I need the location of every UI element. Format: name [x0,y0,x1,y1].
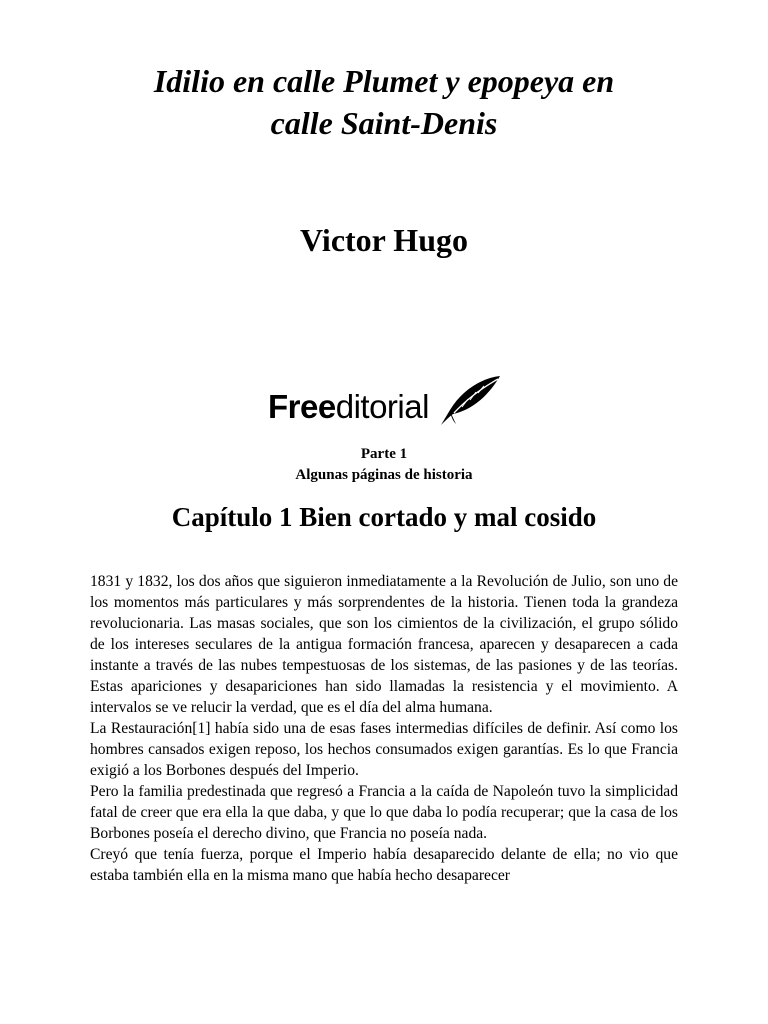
paragraph: Creyó que tenía fuerza, porque el Imperio había desaparecido delante de ella; no vio que estaba también ella en la misma mano que había hecho desaparecer [90,846,678,884]
part-subtitle: Algunas páginas de historia [295,467,473,483]
book-title-line-2: calle Saint-Denis [270,105,498,141]
book-title-line-1: Idilio en calle Plumet y epopeya en [153,63,615,99]
logo-text-bold: Free [268,388,336,425]
publisher-logo-text [268,388,429,426]
body-text [90,571,678,886]
book-title [60,60,708,144]
paragraph: Pero la familia predestinada que regresó a Francia a la caída de Napoleón tuvo la simplicidad fatal de creer que era ella la que daba, y que lo que daba lo podía recuperar; que la casa de los Borbones poseía el derecho divino, que Francia no poseía nada. [90,783,678,842]
author-name: Victor Hugo [300,222,468,258]
publisher-logo [266,374,502,426]
paragraph: 1831 y 1832, los dos años que siguieron inmediatamente a la Revolución de Julio, son uno de los momentos más particulares y más sorprendentes de la historia. Tienen toda la grandeza revolucionaria. Las masas sociales, que son los cimientos de la civilización, el grupo sólido de los intereses seculares de la antigua formación francesa, aparecen y desaparecen a cada instante a través de las nubes tempestuosas de los sistemas, de las pasiones y de las teorías. Estas apariciones y desapariciones han sido llamadas la resistencia y el movimiento. A intervalos se ve relucir la verdad, que es el día del alma humana. [90,573,678,716]
part-label: Parte 1 [360,446,408,462]
paragraph: La Restauración[1] había sido una de esas fases intermedias difíciles de definir. Así como los hombres cansados exigen reposo, los hechos consumados exigen garantías. Es lo que Francia exigió a los Borbones después del Imperio. [90,720,678,779]
chapter-title: Capítulo 1 Bien cortado y mal cosido [171,502,597,532]
part-heading [60,444,708,486]
logo-text-light: ditorial [335,388,429,425]
feather-quill-icon [438,374,502,426]
